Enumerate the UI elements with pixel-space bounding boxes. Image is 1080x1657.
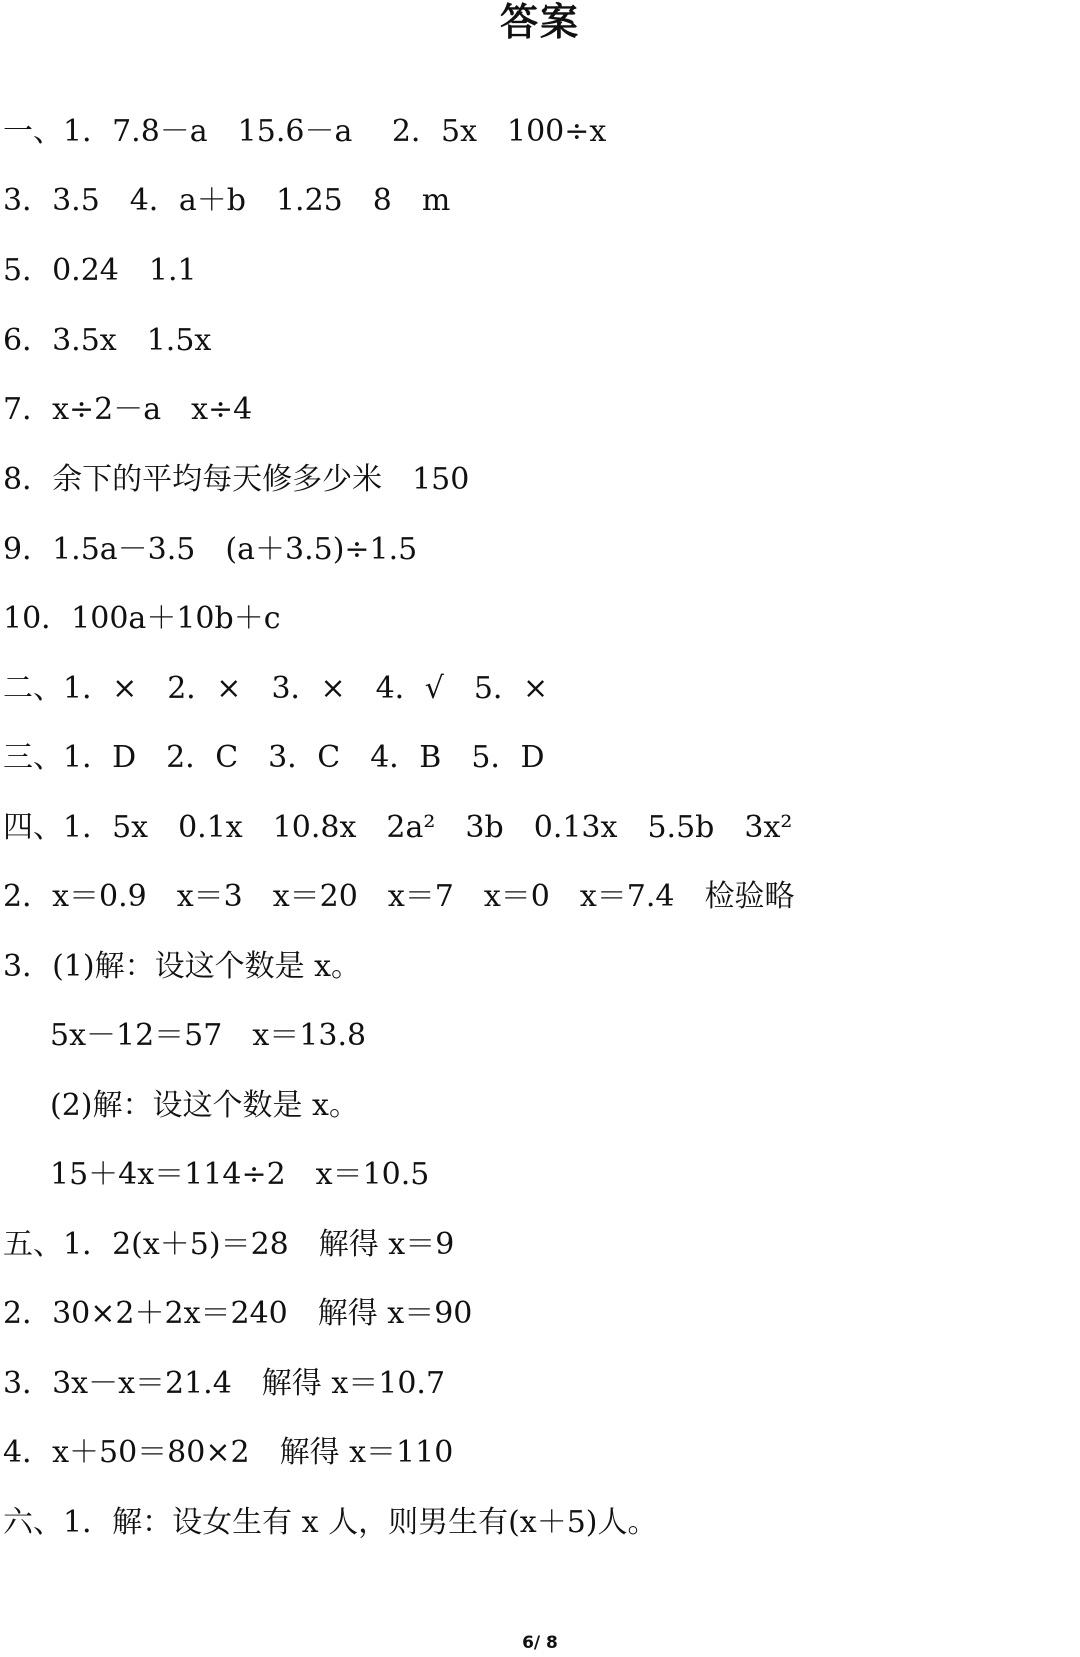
answer-line: 3．3x－x＝21.4 解得 x＝10.7 <box>3 1366 446 1401</box>
answer-line: 15＋4x＝114÷2 x＝10.5 <box>50 1157 430 1192</box>
answer-line: 2．30×2＋2x＝240 解得 x＝90 <box>3 1296 473 1331</box>
answer-line: 六、1．解：设女生有 x 人，则男生有(x＋5)人。 <box>3 1505 658 1540</box>
answer-line: 6．3.5x 1.5x <box>3 323 212 358</box>
answer-line: 10．100a＋10b＋c <box>3 601 281 636</box>
answer-line: 4．x＋50＝80×2 解得 x＝110 <box>3 1435 454 1470</box>
answer-line: 9．1.5a－3.5 (a＋3.5)÷1.5 <box>3 532 418 567</box>
page-title: 答案 <box>499 0 580 44</box>
answer-line: 2．x＝0.9 x＝3 x＝20 x＝7 x＝0 x＝7.4 检验略 <box>3 879 795 914</box>
answer-line: 3．(1)解：设这个数是 x。 <box>3 949 362 984</box>
answer-line: 5x－12＝57 x＝13.8 <box>50 1018 367 1053</box>
answer-line: 三、1．D 2．C 3．C 4．B 5．D <box>3 740 545 775</box>
page-number: 6/ 8 <box>522 1633 558 1653</box>
answer-line: 一、1．7.8－a 15.6－a 2．5x 100÷x <box>3 114 607 149</box>
answer-line: 7．x÷2－a x÷4 <box>3 392 253 427</box>
answer-line: 3．3.5 4．a＋b 1.25 8 m <box>3 183 451 218</box>
answer-line: 四、1．5x 0.1x 10.8x 2a² 3b 0.13x 5.5b 3x² <box>3 810 793 845</box>
answer-line: 二、1．× 2．× 3．× 4．√ 5．× <box>3 671 549 706</box>
answer-line: 五、1．2(x＋5)＝28 解得 x＝9 <box>3 1227 455 1262</box>
answer-line: 5．0.24 1.1 <box>3 253 197 288</box>
answer-line: 8．余下的平均每天修多少米 150 <box>3 462 470 497</box>
answer-line: (2)解：设这个数是 x。 <box>50 1088 359 1123</box>
